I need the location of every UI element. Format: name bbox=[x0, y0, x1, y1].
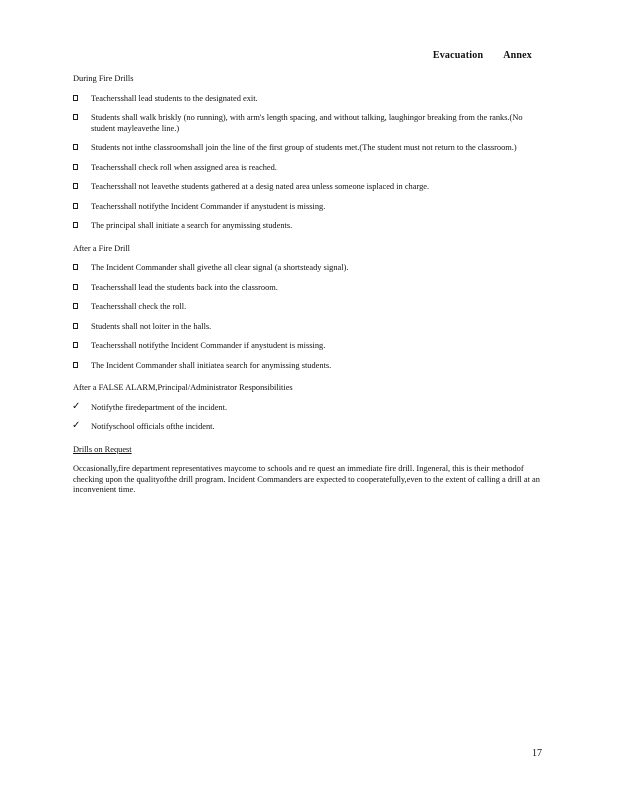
section-title-request: Drills on Request bbox=[73, 444, 132, 454]
list-item: Teachersshall lead the students back into the classroom. bbox=[73, 283, 543, 294]
list-item: Teachersshall check roll when assigned area is reached. bbox=[73, 163, 543, 174]
page-number: 17 bbox=[532, 748, 542, 759]
list-item: Teachersshall check the roll. bbox=[73, 302, 543, 313]
square-bullet-icon bbox=[73, 183, 78, 189]
header-annex: Annex bbox=[503, 50, 532, 61]
square-bullet-icon bbox=[73, 303, 78, 309]
square-bullet-icon bbox=[73, 95, 78, 101]
square-bullet-icon bbox=[73, 323, 78, 329]
square-bullet-icon bbox=[73, 362, 78, 368]
list-item: ✓ Notifyschool officials ofthe incident. bbox=[72, 420, 215, 431]
list-item: ✓ Notifythe firedepartment of the incident. bbox=[72, 400, 228, 412]
header-title: Evacuation bbox=[432, 50, 484, 61]
square-bullet-icon bbox=[73, 222, 78, 228]
list-item: Teachersshall notifythe Incident Commander if anystudent is missing. bbox=[73, 341, 543, 352]
square-bullet-icon bbox=[73, 342, 78, 348]
list-item: Teachersshall lead students to the designated exit. bbox=[73, 94, 543, 105]
list-item: The Incident Commander shall initiatea search for anymissing students. bbox=[73, 361, 543, 372]
section-title-during: During Fire Drills bbox=[73, 74, 134, 83]
list-item: Students shall not loiter in the halls. bbox=[73, 322, 543, 333]
list-item: The principal shall initiate a search for anymissing students. bbox=[73, 221, 543, 232]
square-bullet-icon bbox=[73, 203, 78, 209]
checkmark-icon: ✓ bbox=[72, 400, 81, 412]
list-item: Students not inthe classroomshall join the line of the first group of students met.(The student must not return to the classroom.) bbox=[73, 143, 543, 154]
square-bullet-icon bbox=[73, 114, 78, 120]
list-item: Teachersshall notifythe Incident Commander if anystudent is missing. bbox=[73, 202, 543, 213]
page-header bbox=[433, 50, 532, 61]
request-paragraph: Occasionally,fire department representatives maycome to schools and re quest an immediate fire drill. Ingeneral, this is their methodof checking upon the qualityofthe drill program. Incident Commanders are expected to cooperatefully,even to the extent of calling a drill at an inconvenient time. bbox=[73, 464, 540, 494]
section-title-false-alarm: After a FALSE ALARM,Principal/Administrator Responsibilities bbox=[73, 383, 293, 392]
section-title-after: After a Fire Drill bbox=[73, 243, 130, 253]
square-bullet-icon bbox=[73, 144, 78, 150]
checkmark-icon: ✓ bbox=[72, 420, 81, 431]
square-bullet-icon bbox=[73, 164, 78, 170]
list-item: The Incident Commander shall givethe all clear signal (a shortsteady signal). bbox=[73, 263, 543, 274]
list-item: Students shall walk briskly (no running), with arm's length spacing, and without talking, laughingor breaking from the ranks.(No student mayleavethe line.) bbox=[73, 113, 543, 134]
list-item: Teachersshall not leavethe students gathered at a desig nated area unless someone isplaced in charge. bbox=[73, 182, 543, 193]
square-bullet-icon bbox=[73, 284, 78, 290]
document-body bbox=[73, 74, 543, 496]
square-bullet-icon bbox=[73, 264, 78, 270]
